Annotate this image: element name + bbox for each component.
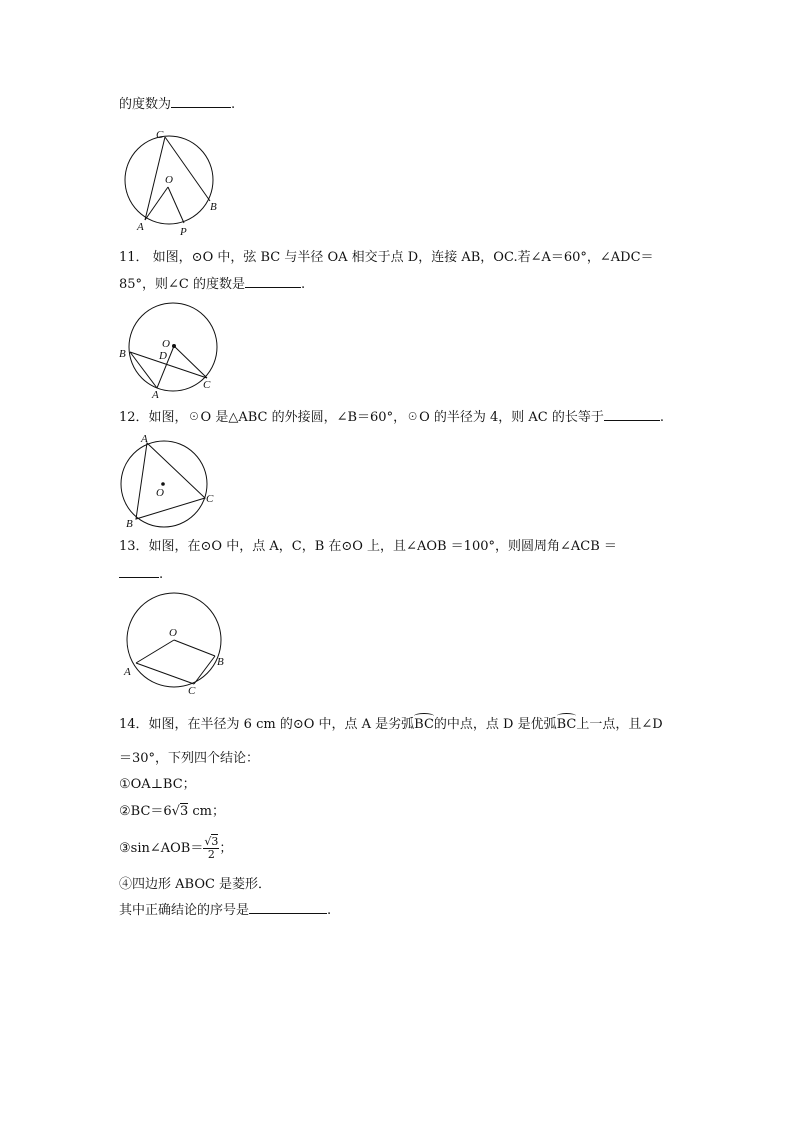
q11-label-d: D bbox=[159, 350, 167, 362]
q13-label-a: A bbox=[124, 666, 131, 678]
q10-tail-line bbox=[119, 95, 235, 114]
q14-arc-bc-major: BC bbox=[556, 717, 577, 732]
q10-label-a: A bbox=[137, 221, 144, 233]
q11-label-b: B bbox=[119, 348, 126, 360]
q13-radius-ob bbox=[174, 640, 215, 656]
q10-end-mark: . bbox=[231, 97, 236, 112]
q11-line2-text: 85°，则∠C 的度数是 bbox=[119, 277, 246, 292]
q13-label-o: O bbox=[169, 627, 177, 639]
q14-answer-blank[interactable] bbox=[249, 901, 327, 914]
q14-line2: ＝30°，下列四个结论： bbox=[119, 751, 260, 766]
q12-label-c: C bbox=[206, 493, 214, 505]
q14-c3-fraction bbox=[203, 836, 219, 861]
q14-c3-text-a: ③sin∠AOB＝ bbox=[119, 841, 204, 856]
q14-c2-radicand: 3 bbox=[179, 804, 189, 819]
q13-line1: 13．如图，在⊙O 中，点 A，C，B 在⊙O 上，且∠AOB ＝100°，则圆周角∠ACB ＝ bbox=[119, 539, 617, 554]
q11-label-c: C bbox=[203, 379, 211, 391]
sqrt-icon: √ bbox=[204, 835, 212, 848]
q13-chord-bc bbox=[194, 656, 215, 684]
q12-end-mark: . bbox=[659, 410, 665, 425]
q13-end-mark: . bbox=[159, 567, 164, 582]
q14-c2-sqrt bbox=[172, 803, 189, 821]
q14-line1-a: 14．如图，在半径为 6 cm 的⊙O 中，点 A 是劣弧 bbox=[119, 717, 415, 732]
q10-radius-op bbox=[168, 187, 184, 223]
q11-segment-ab bbox=[130, 352, 157, 388]
q14-end-mark: . bbox=[327, 903, 332, 918]
q11-line1: 11． 如图，⊙O 中，弦 BC 与半径 OA 相交于点 D，连接 AB，OC.若∠A＝60°，∠ADC＝ bbox=[119, 250, 654, 265]
q11-answer-blank[interactable] bbox=[245, 275, 301, 288]
q12-line bbox=[119, 408, 664, 427]
q10-chord-cb bbox=[165, 137, 210, 201]
q11-end-mark: . bbox=[301, 277, 306, 292]
q11-chord-bc bbox=[130, 352, 207, 378]
q14-arc-bc-minor: BC bbox=[414, 717, 434, 732]
q11-label-a: A bbox=[152, 389, 159, 400]
q11-radius-oc bbox=[174, 346, 207, 378]
q14-final-line bbox=[119, 901, 331, 920]
q14-c2-text-b: cm； bbox=[188, 804, 225, 819]
sqrt-icon: √ bbox=[171, 804, 180, 819]
q14-final-text: 其中正确结论的序号是 bbox=[119, 903, 250, 918]
q11-line2 bbox=[119, 275, 305, 294]
q10-radius-oa bbox=[145, 187, 168, 220]
q12-answer-blank[interactable] bbox=[604, 408, 660, 421]
q13-radius-oa bbox=[136, 640, 174, 663]
q10-label-c: C bbox=[156, 129, 164, 141]
q12-label-a: A bbox=[141, 433, 148, 445]
q10-label-p: P bbox=[180, 226, 187, 238]
q14-line1-b: 的中点，点 D 是优弧 bbox=[433, 717, 557, 732]
q14-c3-text-b: ； bbox=[219, 841, 233, 856]
q14-line1-c: 上一点，且∠D bbox=[576, 717, 663, 732]
q11-figure bbox=[115, 300, 225, 400]
q10-chord-ca bbox=[145, 137, 165, 220]
q13-chord-ac bbox=[136, 663, 194, 684]
q12-center-dot bbox=[161, 482, 165, 486]
q14-line1 bbox=[119, 716, 663, 734]
q13-answer-blank[interactable] bbox=[119, 565, 159, 578]
q13-figure bbox=[118, 590, 230, 700]
q10-label-o: O bbox=[165, 174, 173, 186]
q10-figure bbox=[115, 125, 225, 240]
q13-line2 bbox=[119, 565, 163, 584]
q14-c3-denominator: 2 bbox=[207, 848, 215, 861]
q13-label-c: C bbox=[188, 685, 196, 697]
q12-label-o: O bbox=[156, 487, 164, 499]
q12-text: 12．如图，☉O 是△ABC 的外接圆，∠B＝60°，☉O 的半径为 4，则 AC 的长等于 bbox=[119, 410, 604, 425]
q10-answer-blank[interactable] bbox=[171, 95, 231, 108]
q12-figure bbox=[115, 432, 225, 532]
q10-tail-text: 的度数为 bbox=[119, 97, 172, 112]
q14-conclusion-4: ④四边形 ABOC 是菱形． bbox=[119, 877, 272, 892]
q14-conclusion-1: ①OA⊥BC； bbox=[119, 777, 196, 792]
q14-c2-text-a: ②BC＝6 bbox=[119, 804, 172, 819]
q11-label-o: O bbox=[162, 338, 170, 350]
q14-c3-num-radicand: 3 bbox=[211, 835, 219, 848]
q14-conclusion-2 bbox=[119, 803, 225, 821]
q10-label-b: B bbox=[210, 201, 217, 213]
q12-label-b: B bbox=[126, 518, 133, 530]
q14-conclusion-3 bbox=[119, 834, 232, 864]
q13-label-b: B bbox=[217, 656, 224, 668]
q11-center-dot bbox=[172, 344, 176, 348]
